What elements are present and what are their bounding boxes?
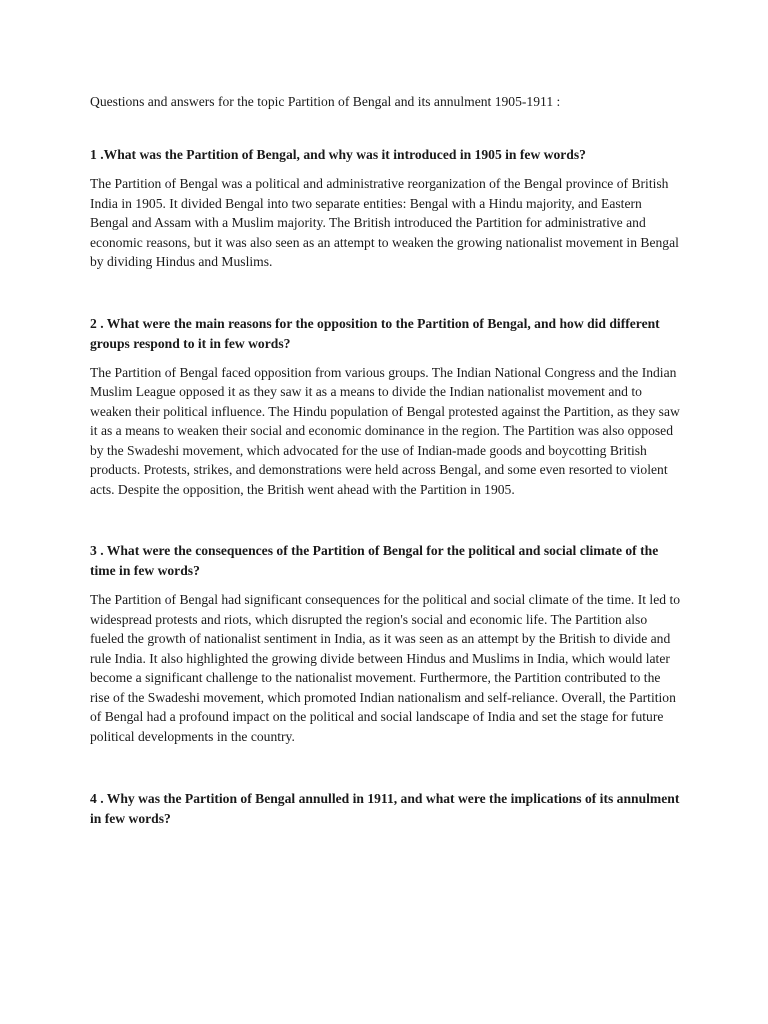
question-3: 3 . What were the consequences of the Partition of Bengal for the political and social climate of the time in few words?	[90, 543, 659, 578]
document-page	[90, 92, 680, 838]
document-intro: Questions and answers for the topic Partition of Bengal and its annulment 1905-1911 :	[90, 94, 561, 109]
qa-item-1	[90, 145, 680, 272]
qa-item-4	[90, 789, 680, 829]
qa-item-2	[90, 314, 680, 500]
question-1: 1 .What was the Partition of Bengal, and why was it introduced in 1905 in few words?	[90, 147, 586, 162]
answer-2: The Partition of Bengal faced opposition from various groups. The Indian National Congress and the Indian Muslim League opposed it as they saw it as a means to divide the Indian nationalist movement and to weaken their political influence. The Hindu population of Bengal protested against the Partition, as they saw it as a means to weaken their social and economic dominance in the region. The Partition was also opposed by the Swadeshi movement, which advocated for the use of Indian-made goods and boycotting British products. Protests, strikes, and demonstrations were held across Bengal, and some even resorted to violent acts. Despite the opposition, the British went ahead with the Partition in 1905.	[90, 364, 680, 497]
answer-3: The Partition of Bengal had significant consequences for the political and social climate of the time. It led to widespread protests and riots, which disrupted the region's social and economic life. The Partition also fueled the growth of nationalist sentiment in India, as it was seen as an attempt by the British to divide and rule India. It also highlighted the growing divide between Hindus and Muslims in India, which would later become a significant challenge to the nationalist movement. Furthermore, the Partition contributed to the rise of the Swadeshi movement, which promoted Indian nationalism and self-reliance. Overall, the Partition of Bengal had a profound impact on the political and social landscape of India and set the stage for future political developments in the country.	[90, 592, 681, 744]
question-4: 4 . Why was the Partition of Bengal annulled in 1911, and what were the implications of its annulment in few words?	[90, 791, 680, 826]
qa-item-3	[90, 541, 680, 746]
answer-1: The Partition of Bengal was a political and administrative reorganization of the Bengal province of British India in 1905. It divided Bengal into two separate entities: Bengal with a Hindu majority, and Eastern Bengal and Assam with a Muslim majority. The British introduced the Partition for administrative and economic reasons, but it was also seen as an attempt to weaken the growing nationalist movement in Bengal by dividing Hindus and Muslims.	[90, 176, 679, 269]
question-2: 2 . What were the main reasons for the opposition to the Partition of Bengal, and how did different groups respond to it in few words?	[90, 315, 660, 351]
